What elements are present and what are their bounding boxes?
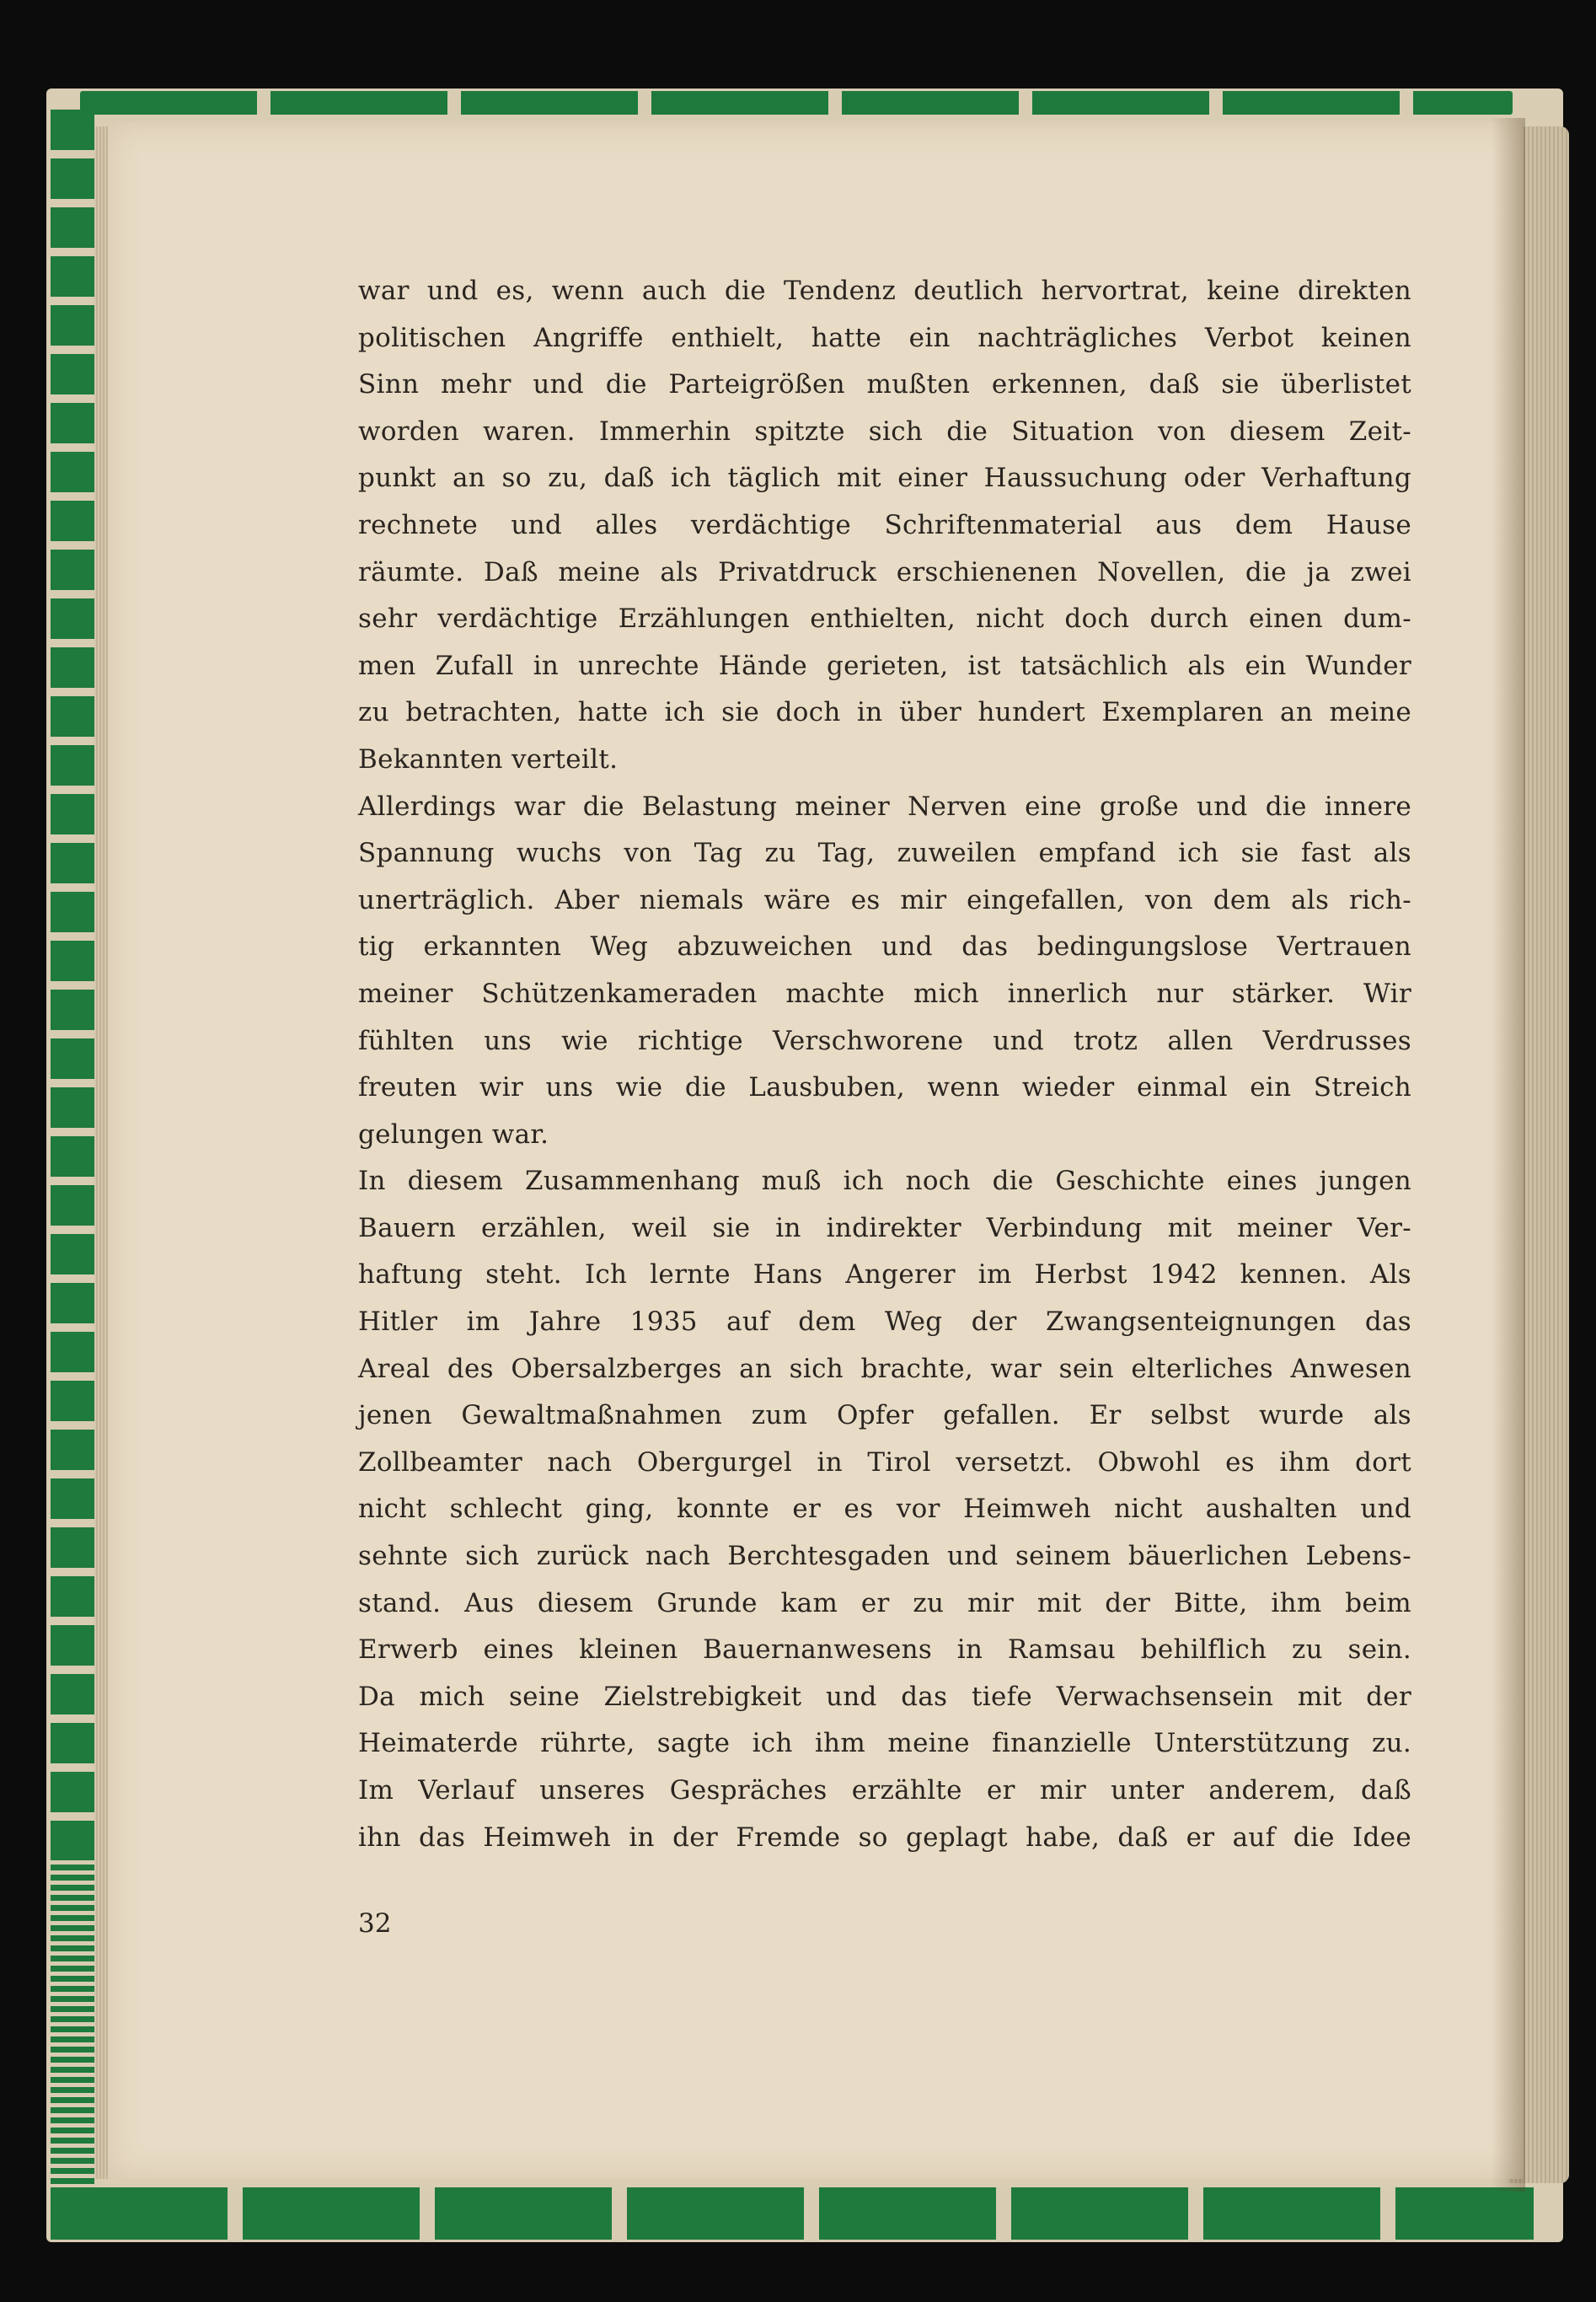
text-line: sehnte sich zurück nach Berchtesgaden und seinem bäuerlichen Lebens- (358, 1541, 1411, 1572)
text-line: Erwerb eines kleinen Bauernanwesens in Ramsau behilflich zu sein. (358, 1634, 1411, 1666)
text-line: haftung steht. Ich lernte Hans Angerer im Herbst 1942 kennen. Als (358, 1259, 1411, 1291)
text-line: Im Verlauf unseres Gespräches erzählte er mir unter anderem, daß (358, 1775, 1411, 1806)
text-line: Zollbeamter nach Obergurgel in Tirol versetzt. Obwohl es ihm dort (358, 1446, 1411, 1478)
text-line: freuten wir uns wie die Lausbuben, wenn wieder einmal ein Streich (358, 1072, 1411, 1103)
body-text (358, 268, 1411, 1861)
text-line: Heimaterde rührte, sagte ich ihm meine finanzielle Unterstützung zu. (358, 1728, 1411, 1759)
text-line: men Zufall in unrechte Hände gerieten, ist tatsächlich als ein Wunder (358, 650, 1411, 681)
spine-shadow (1492, 118, 1525, 2192)
text-line: rechnete und alles verdächtige Schriftenmaterial aus dem Hause (358, 509, 1411, 540)
cover-binding-bottom (51, 2187, 1534, 2240)
text-line: punkt an so zu, daß ich täglich mit einer Haussuchung oder Verhaftung (358, 463, 1411, 494)
text-line: ihn das Heimweh in der Fremde so geplagt habe, daß er auf die Idee (358, 1822, 1411, 1853)
text-line: jenen Gewaltmaßnahmen zum Opfer gefallen. Er selbst wurde als (358, 1400, 1411, 1431)
text-line: Bauern erzählen, weil sie in indirekter Verbindung mit meiner Ver- (358, 1212, 1411, 1243)
text-line: tig erkannten Weg abzuweichen und das bedingungslose Vertrauen (358, 931, 1411, 963)
text-line: nicht schlecht ging, konnte er es vor Heimweh nicht aushalten und (358, 1494, 1411, 1525)
text-line: unerträglich. Aber niemals wäre es mir eingefallen, von dem als rich- (358, 884, 1411, 915)
text-line: sehr verdächtige Erzählungen enthielten, nicht doch durch einen dum- (358, 604, 1411, 635)
page-number: 32 (358, 1908, 392, 1939)
text-line: stand. Aus diesem Grunde kam er zu mir mit der Bitte, ihm beim (358, 1587, 1411, 1618)
text-line: räumte. Daß meine als Privatdruck erschienenen Novellen, die ja zwei (358, 556, 1411, 588)
text-line: meiner Schützenkameraden machte mich innerlich nur stärker. Wir (358, 978, 1411, 1009)
text-line: In diesem Zusammenhang muß ich noch die Geschichte eines jungen (358, 1166, 1411, 1197)
text-line: Sinn mehr und die Parteigrößen mußten erkennen, daß sie überlistet (358, 369, 1411, 400)
text-line: Bekannten verteilt. (358, 743, 619, 775)
text-line: fühlten uns wie richtige Verschworene und trotz allen Verdrusses (358, 1025, 1411, 1056)
text-line: zu betrachten, hatte ich sie doch in über hundert Exemplaren an meine (358, 697, 1411, 728)
text-line: war und es, wenn auch die Tendenz deutlich hervortrat, keine direkten (358, 276, 1411, 306)
text-line: gelungen war. (358, 1119, 549, 1150)
text-line: worden waren. Immerhin spitzte sich die Situation von diesem Zeit- (358, 416, 1411, 447)
text-line: Allerdings war die Belastung meiner Nerven eine große und die innere (358, 791, 1411, 822)
text-line: Hitler im Jahre 1935 auf dem Weg der Zwangsenteignungen das (358, 1307, 1411, 1338)
cover-binding-top (80, 91, 1513, 115)
text-line: politischen Angriffe enthielt, hatte ein nachträgliches Verbot keinen (358, 322, 1411, 353)
text-line: Da mich seine Zielstrebigkeit und das tiefe Verwachsensein mit der (358, 1681, 1411, 1712)
cover-binding-left-lower (51, 1854, 94, 2208)
text-line: Spannung wuchs von Tag zu Tag, zuweilen empfand ich sie fast als (358, 838, 1411, 869)
text-line: Areal des Obersalzberges an sich brachte, war sein elterliches Anwesen (358, 1353, 1411, 1384)
